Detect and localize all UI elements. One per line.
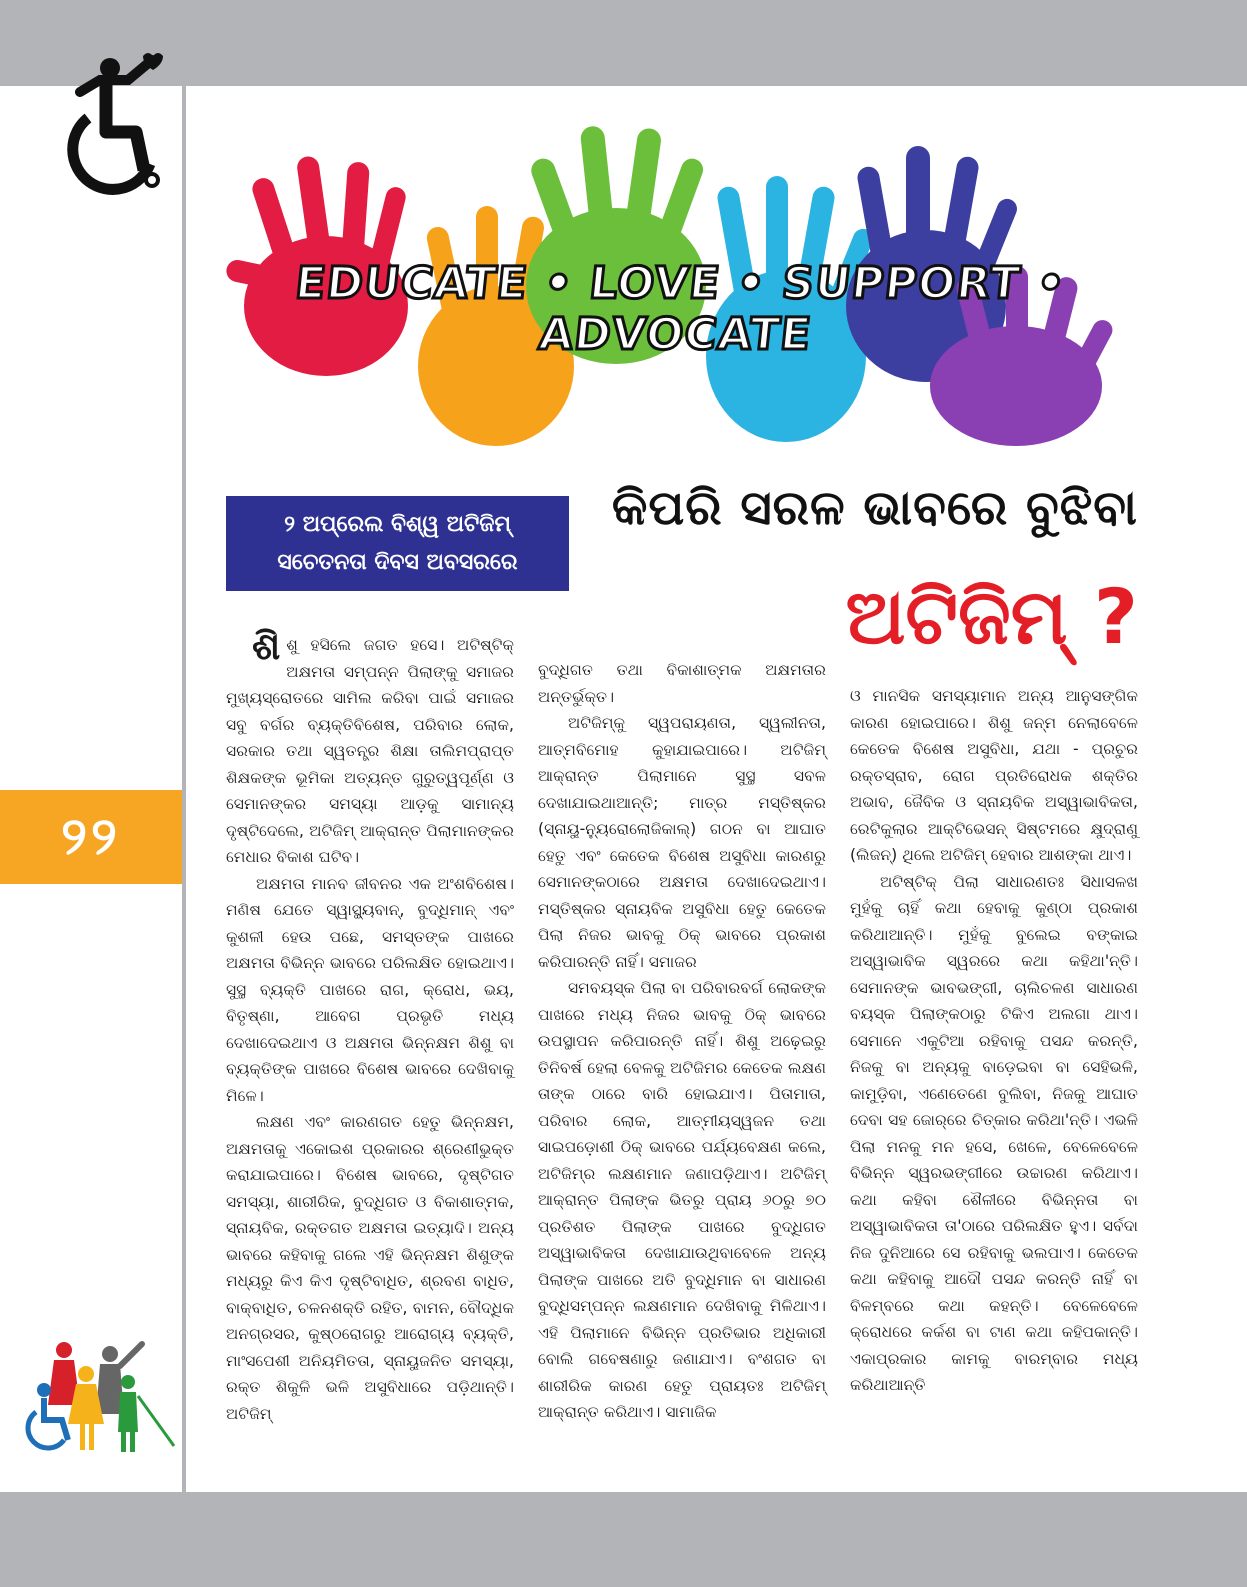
paragraph: ଓ ମାନସିକ ସମସ୍ୟାମାନ ଅନ୍ୟ ଆନୁସଙ୍ଗିକ କାରଣ ହୋଇପାରେ। ଶିଶୁ ଜନ୍ମ ନେଲାବେଳେ କେତେକ ବିଶେଷ ଅସୁବିଧା, ଯଥା - ପ୍ରଚୁର ରକ୍ତସ୍ରାବ, ରୋଗ ପ୍ରତିରୋଧକ ଶକ୍ତିର ଅଭାବ, ଜୈବିକ ଓ ସ୍ନାୟବିକ ଅସ୍ୱାଭାବିକତା, ରେଟିକୁଲାର ଆକ୍ଟିଭେସନ୍ ସିଷ୍ଟମରେ କ୍ଷୁଦ୍ରାଣୁ (ଲିଜନ୍) ଥିଲେ ଅଟିଜିମ୍ ହେବାର ଆଶଙ୍କା ଥାଏ।	[850, 687, 1138, 864]
paragraph: ଅକ୍ଷମତା ମାନବ ଜୀବନର ଏକ ଅଂଶବିଶେଷ। ମଣିଷ ଯେତେ ସ୍ୱାସ୍ଥ୍ୟବାନ୍, ବୁଦ୍ଧିମାନ୍ ଏବଂ କୁଶଳୀ ହେଉ ପଛେ, ସମସ୍ତଙ୍କ ପାଖରେ ଅକ୍ଷମତା ବିଭିନ୍ନ ଭାବରେ ପରିଲକ୍ଷିତ ହୋଇଥାଏ। ସୁସ୍ଥ ବ୍ୟକ୍ତି ପାଖରେ ରାଗ, କ୍ରୋଧ, ଭୟ, ବିତୃଷ୍ଣା, ଆବେଗ ପ୍ରଭୃତି ମଧ୍ୟ ଦେଖାଦେଇଥାଏ ଓ ଅକ୍ଷମତା ଭିନ୍ନକ୍ଷମ ଶିଶୁ ବା ବ୍ୟକ୍ତିଙ୍କ ପାଖରେ ବିଶେଷ ଭାବରେ ଦେଖିବାକୁ ମିଳେ।	[226, 874, 514, 1105]
headline-accent: ଅଟିଜିମ୍ ?	[845, 572, 1138, 661]
paragraph: ଲକ୍ଷଣ ଏବଂ କାରଣଗତ ହେତୁ ଭିନ୍ନକ୍ଷମ, ଅକ୍ଷମତାକୁ ଏକୋଇଶ ପ୍ରକାରର ଶ୍ରେଣୀଭୁକ୍ତ କରାଯାଇପାରେ। ବିଶେଷ ଭାବରେ, ଦୃଷ୍ଟିଗତ ସମସ୍ୟା, ଶାରୀରିକ, ବୁଦ୍ଧିଗତ ଓ ବିକାଶାତ୍ମକ, ସ୍ନାୟବିକ, ରକ୍ତଗତ ଅକ୍ଷମତା ଇତ୍ୟାଦି। ଅନ୍ୟ ଭାବରେ କହିବାକୁ ଗଲେ ଏହି ଭିନ୍ନକ୍ଷମ ଶିଶୁଙ୍କ ମଧ୍ୟରୁ କିଏ କିଏ ଦୃଷ୍ଟିବାଧିତ, ଶ୍ରବଣ ବାଧିତ, ବାକ୍‌ବାଧିତ, ଚଳନଶକ୍ତି ରହିତ, ବାମନ, ବୌଦ୍ଧିକ ଅନଗ୍ରସର, କୁଷ୍ଠରୋଗରୁ ଆରୋଗ୍ୟ ବ୍ୟକ୍ତି, ମାଂସପେଶୀ ଅନିୟମିତତା, ସ୍ନାୟୁଜନିତ ସମସ୍ୟା, ରକ୍ତ ଶିକୁଳି ଭଳି ଅସୁବିଧାରେ ପଡ଼ିଥାନ୍ତି। ଅଟିଜିମ୍	[226, 1113, 514, 1423]
article-column-3	[850, 683, 1138, 1399]
banner-slogan: EDUCATE • LOVE • SUPPORT • ADVOCATE	[292, 258, 1069, 360]
paragraph: ଅଟିଜିମ୍‌କୁ ସ୍ୱପରାୟଣତା, ସ୍ୱଲୀନତା, ଆତ୍ମବିମୋହ କୁହାଯାଇପାରେ। ଅଟିଜିମ୍ ଆକ୍ରାନ୍ତ ପିଲାମାନେ ସୁସ୍ଥ ସବଳ ଦେଖାଯାଇଥାଆନ୍ତି; ମାତ୍ର ମସ୍ତିଷ୍କର (ସ୍ନାୟୁ-ନ୍ୟୁରୋଲୋଜିକାଲ୍) ଗଠନ ବା ଆଘାତ ହେତୁ ଏବଂ କେତେକ ବିଶେଷ ଅସୁବିଧା କାରଣରୁ ସେମାନଙ୍କଠାରେ ଅକ୍ଷମତା ଦେଖାଦେଇଥାଏ। ମସ୍ତିଷ୍କର ସ୍ନାୟବିକ ଅସୁବିଧା ହେତୁ କେତେକ ପିଲା ନିଜର ଭାବକୁ ଠିକ୍ ଭାବରେ ପ୍ରକାଶ କରିପାରନ୍ତି ନାହିଁ। ସମାଜର	[538, 714, 826, 971]
wheelchair-logo-icon	[40, 52, 170, 202]
bottom-band	[0, 1492, 1247, 1587]
article-column-2	[538, 657, 826, 1426]
page-number: ୨୨	[0, 790, 182, 884]
headline: କିପରି ସରଳ ଭାବରେ ବୁଝିବା	[611, 480, 1138, 536]
inclusion-people-icon	[24, 1340, 180, 1455]
paragraph: ଶୁ ହସିଲେ ଜଗତ ହସେ। ଅଟିଷ୍ଟିକ୍ ଅକ୍ଷମତା ସମ୍ପନ୍ନ ପିଲାଙ୍କୁ ସମାଜର ମୁଖ୍ୟସ୍ରୋତରେ ସାମିଲ କରିବା ପାଇଁ ସମାଜର ସବୁ ବର୍ଗର ବ୍ୟକ୍ତିବିଶେଷ, ପରିବାର ଲୋକ, ସରକାର ତଥା ସ୍ୱତନ୍ତ୍ର ଶିକ୍ଷା ତାଲିମପ୍ରାପ୍ତ ଶିକ୍ଷକଙ୍କ ଭୂମିକା ଅତ୍ୟନ୍ତ ଗୁରୁତ୍ୱପୂର୍ଣ୍ଣ ଓ ସେମାନଙ୍କର ସମସ୍ୟା ଆଡ଼କୁ ସାମାନ୍ୟ ଦୃଷ୍ଟିଦେଲେ, ଅଟିଜିମ୍ ଆକ୍ରାନ୍ତ ପିଲାମାନଙ୍କର ମେଧାର ବିକାଶ ଘଟିବ।	[226, 636, 514, 866]
paragraph: ସମବୟସ୍କ ପିଲା ବା ପରିବାରବର୍ଗ ଲୋକଙ୍କ ପାଖରେ ମଧ୍ୟ ନିଜର ଭାବକୁ ଠିକ୍ ଭାବରେ ଉପସ୍ଥାପନ କରିପାରନ୍ତି ନାହିଁ। ଶିଶୁ ଅଢ଼େଇରୁ ତିନିବର୍ଷ ହେଲା ବେଳକୁ ଅଟିଜିମର କେତେକ ଲକ୍ଷଣ ତାଙ୍କ ଠାରେ ବାରି ହୋଇଯାଏ। ପିତାମାତା, ପରିବାର ଲୋକ, ଆତ୍ମୀୟସ୍ୱଜନ ତଥା ସାଇପଡ଼ୋଶୀ ଠିକ୍ ଭାବରେ ପର୍ଯ୍ୟବେକ୍ଷଣ କଲେ, ଅଟିଜିମ୍‌ର ଲକ୍ଷଣମାନ ଜଣାପଡ଼ିଥାଏ। ଅଟିଜିମ୍ ଆକ୍ରାନ୍ତ ପିଲାଙ୍କ ଭିତରୁ ପ୍ରାୟ ୬୦ରୁ ୭୦ ପ୍ରତିଶତ ପିଲାଙ୍କ ପାଖରେ ବୁଦ୍ଧିଗତ ଅସ୍ୱାଭାବିକତା ଦେଖାଯାଉଥିବାବେଳେ ଅନ୍ୟ ପିଲାଙ୍କ ପାଖରେ ଅତି ବୁଦ୍ଧିମାନ ବା ସାଧାରଣ ବୁଦ୍ଧିସମ୍ପନ୍ନ ଲକ୍ଷଣମାନ ଦେଖିବାକୁ ମିଳିଥାଏ। ଏହି ପିଲାମାନେ ବିଭିନ୍ନ ପ୍ରତିଭାର ଅଧିକାରୀ ବୋଲି ଗବେଷଣାରୁ ଜଣାଯାଏ। ବଂଶଗତ ବା ଶାରୀରିକ କାରଣ ହେତୁ ପ୍ରାୟତଃ ଅଟିଜିମ୍ ଆକ୍ରାନ୍ତ କରିଥାଏ। ସାମାଜିକ	[538, 979, 826, 1421]
drop-cap: ଶି	[252, 624, 281, 668]
kicker-line-2: ସଚେତନତା ଦିବସ ଅବସରରେ	[277, 549, 518, 575]
article-column-1	[226, 624, 514, 1427]
kicker-box	[226, 496, 569, 591]
top-band	[0, 0, 1247, 86]
margin-rule	[182, 86, 186, 1492]
kicker-line-1: ୨ ଅପ୍ରେଲ ବିଶ୍ୱ ଅଟିଜିମ୍	[284, 511, 511, 537]
paragraph: ବୁଦ୍ଧିଗତ ତଥା ବିକାଶାତ୍ମକ ଅକ୍ଷମତାର ଅନ୍ତର୍ଭୁକ୍ତ।	[538, 661, 826, 706]
paragraph: ଅଟିଷ୍ଟିକ୍ ପିଲା ସାଧାରଣତଃ ସିଧାସଳଖ ମୁହଁକୁ ଚାହିଁ କଥା ହେବାକୁ କୁଣ୍ଠା ପ୍ରକାଶ କରିଥାଆନ୍ତି। ମୁହଁକୁ ବୁଲେଇ ବଙ୍କାଇ ଅସ୍ୱାଭାବିକ ସ୍ୱରରେ କଥା କହିଥା'ନ୍ତି। ସେମାନଙ୍କ ଭାବଭଙ୍ଗୀ, ଚାଲିଚଳଣ ସାଧାରଣ ବୟସ୍କ ପିଲାଙ୍କଠାରୁ ଟିକିଏ ଅଲଗା ଥାଏ। ସେମାନେ ଏକୁଟିଆ ରହିବାକୁ ପସନ୍ଦ କରନ୍ତି, ନିଜକୁ ବା ଅନ୍ୟକୁ ବାଡ଼େଇବା ବା ସେହିଭଳି, କାମୁଡ଼ିବା, ଏଣେତେଣେ ବୁଲିବା, ନିଜକୁ ଆଘାତ ଦେବା ସହ ଜୋର୍‌ରେ ଚିତ୍କାର କରିଥା'ନ୍ତି। ଏଭଳି ପିଲା ମନକୁ ମନ ହସେ, ଖେଳେ, ବେଳେବେଳେ ବିଭିନ୍ନ ସ୍ୱରଭଙ୍ଗୀରେ ଉଚ୍ଚାରଣ କରିଥାଏ। କଥା କହିବା ଶୈଳୀରେ ବିଭିନ୍ନତା ବା ଅସ୍ୱାଭାବିକତା ତା'ଠାରେ ପରିଲକ୍ଷିତ ହୁଏ। ସର୍ବଦା ନିଜ ଦୁନିଆରେ ସେ ରହିବାକୁ ଭଲପାଏ। କେତେକ କଥା କହିବାକୁ ଆଦୌ ପସନ୍ଦ କରନ୍ତି ନାହିଁ ବା ବିଳମ୍ବରେ କଥା କହନ୍ତି। ବେଳେବେଳେ କ୍ରୋଧରେ କର୍କଶ ବା ଟାଣ କଥା କହିପକାନ୍ତି। ଏକାପ୍ରକାର କାମକୁ ବାରମ୍ବାର ମଧ୍ୟ କରିଥାଆନ୍ତି	[850, 872, 1138, 1394]
